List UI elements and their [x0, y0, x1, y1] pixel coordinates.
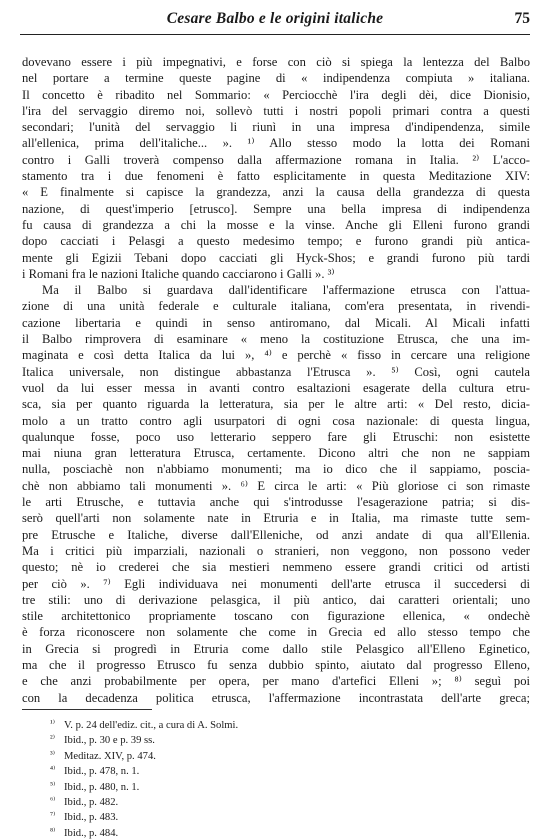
text-line: chè non abbiamo tali monumenti ». ⁶⁾ E circa le arti: « Più gloriose ci son rimaste [22, 478, 530, 493]
text-line: è forza riconoscere non solamente che come in Grecia ed allo stesso tempo che [22, 625, 530, 640]
body-text [22, 54, 530, 706]
footnote-text: Ibid., p. 482. [64, 797, 119, 809]
text-line: sca, sia per quanto riguarda la letteratura, sia per le altre arti: « Del resto, dicia- [22, 397, 530, 412]
text-line: all'ellenica, prima dell'italiche... ». ¹⁾ Allo stesso modo la lotta dei Romani [22, 136, 530, 151]
text-line: serò quell'arti non solamente nate in Etruria e in Italia, ma rimaste tutte sem- [22, 511, 530, 526]
text-line: Ma il Balbo si guardava dall'identificare l'affermazione etrusca con l'attua- [42, 283, 530, 298]
text-line: vuol da lui esser messa in avanti contro esaltazioni esagerate della cultura etru- [22, 380, 530, 395]
footnote-rule [22, 709, 152, 710]
footnote-mark: ¹⁾ [50, 718, 55, 728]
text-line: stamento tra i due fenomeni è fatto esplicitamente in questa Meditazione XIV: [22, 169, 530, 184]
footnote-text: Ibid., p. 483. [64, 812, 119, 824]
footnote [50, 763, 238, 778]
footnotes [50, 717, 238, 840]
text-line: maginata e così detta Italica da lui », ⁴⁾ e perchè « fisso in cercare una religione [22, 348, 530, 363]
page-number: 75 [514, 10, 530, 27]
text-line: molo a un tratto contro agli usurpatori di ogni cosa nazionale: di questa lingua, [22, 413, 530, 428]
text-line: il Balbo rimprovera di esaminare « meno la costituzione Etrusca, che una im- [22, 332, 530, 347]
text-line: Italica universale, non distingue abbastanza l'Etrusca ». ⁵⁾ Così, ogni cautela [22, 364, 530, 379]
text-line: dopo cacciati i Pelasgi a questo medesimo tempo; e furono grandi più antica- [22, 234, 530, 249]
text-line: in Grecia si progredì in Etruria come dallo stile Pelasgico all'Elleno Eginetico, [22, 641, 530, 656]
footnote [50, 809, 238, 824]
text-line: zione di una unità federale e culturale italiana, com'era presentata, in rivendi- [22, 299, 530, 314]
footnote-text: Ibid., p. 478, n. 1. [64, 766, 140, 778]
text-line: stile architettonico propriamente toscano con figurazione ellenica, « ondechè [22, 609, 530, 624]
text-line: « E finalmente si capisce la grandezza, anzi la causa della grandezza di questa [22, 185, 530, 200]
footnote-text: Ibid., p. 480, n. 1. [64, 781, 140, 793]
text-line: nulla, posciachè non n'abbiamo monumenti; ma io dico che il sappiamo, poscia- [22, 462, 530, 477]
text-line: l'ira del servaggio diremo noi, sollevò tutti i nostri popoli primari contra a questi [22, 103, 530, 118]
text-line: secondari; l'unità del servaggio li riunì in una impresa d'indipendenza, simile [22, 120, 530, 135]
footnote-text: Ibid., p. 30 e p. 39 ss. [64, 735, 155, 747]
footnote-mark: ³⁾ [50, 748, 55, 759]
running-head [20, 8, 530, 30]
footnote-mark: ⁵⁾ [50, 779, 56, 790]
text-line: tre stili: uno di derivazione pelasgica, il più antico, dai caratteri orientali; uno [22, 592, 530, 607]
footnote-mark: ⁷⁾ [50, 810, 56, 821]
footnote [50, 748, 238, 763]
footnote-mark: ⁴⁾ [50, 764, 56, 775]
text-line: Il concetto è ribadito nel Sommario: « Perciocchè l'ira degli dèi, dice Dionisio, [22, 87, 530, 102]
text-line: i Romani fra le nazioni Italiche quando cacciarono i Galli ». ³⁾ [22, 266, 335, 281]
text-line: dovevano essere i più impegnativi, e forse con ciò si spiega la lentezza del Balbo [22, 55, 530, 69]
text-line: nel portare a termine queste pagine di « indipendenza compiuta » italiana. [22, 71, 530, 86]
footnote [50, 732, 238, 747]
footnote-text: Meditaz. XIV, p. 474. [64, 750, 156, 762]
text-line: le arti Etrusche, e tuttavia anche qui s'introdusse l'esagerazione patria; si dis- [22, 495, 530, 510]
text-line: mente gli Egizii Tebani dopo cacciati gli Hyck-Shos; e grandi furono più tardi [22, 250, 530, 265]
text-line: ma che il progresso Etrusco fu senza dubbio spinto, aiutato dal progresso Elleno, [22, 657, 530, 672]
footnote-mark: ⁶⁾ [50, 795, 56, 806]
footnote-text: V. p. 24 dell'ediz. cit., a cura di A. Solmi. [64, 720, 239, 731]
footnote-mark: ⁸⁾ [50, 825, 56, 836]
footnote [50, 794, 238, 809]
header-rule [20, 34, 530, 35]
footnote [50, 825, 238, 840]
text-line: mai niuna gran letteratura Etrusca, certamente. Dicono altri che non ne sappiam [22, 446, 530, 461]
footnote [50, 779, 238, 794]
text-line: fu causa di grandezza a chi la mosse e la vinse. Anche gli Elleni furono grandi [22, 217, 530, 232]
text-line: e che anzi probabilmente per opera, per mano d'artefici Elleni »; ⁸⁾ seguì poi [22, 674, 530, 689]
running-title: Cesare Balbo e le origini italiche [166, 10, 384, 27]
footnote-mark: ²⁾ [50, 733, 55, 744]
text-line: pre Etrusche e Italiche, diverse dall'Elleniche, od anzi andate di qua all'Ellenia. [22, 527, 530, 542]
text-line: per ciò ». ⁷⁾ Egli individuava nei monumenti dell'arte etrusca il succedersi di [22, 576, 530, 591]
footnote [50, 717, 238, 732]
text-line: qualunque fosse, poco uso letterario seppero fare gli Etruschi: non esistette [22, 429, 530, 444]
text-line: con la decadenza politica etrusca, l'affermazione incontrastata dell'arte greca; [22, 690, 530, 705]
text-line: questo; nè io crederei che sia mestieri nemmeno essere grandi critici od artisti [22, 560, 530, 575]
text-line: cazione libertaria e quindi in senso antiromano, dal Micali. Al Micali infatti [22, 315, 530, 330]
text-line: Ma i critici più imparziali, nazionali o stranieri, non veggono, non possono veder [22, 543, 530, 558]
text-line: nazione, di quest'imperio [etrusco]. Sempre una bella impresa di indipendenza [22, 201, 530, 216]
text-line: contro i Galli troverà compenso dalla affermazione romana in Italia. ²⁾ L'acco- [22, 152, 530, 167]
footnote-text: Ibid., p. 484. [64, 827, 119, 839]
